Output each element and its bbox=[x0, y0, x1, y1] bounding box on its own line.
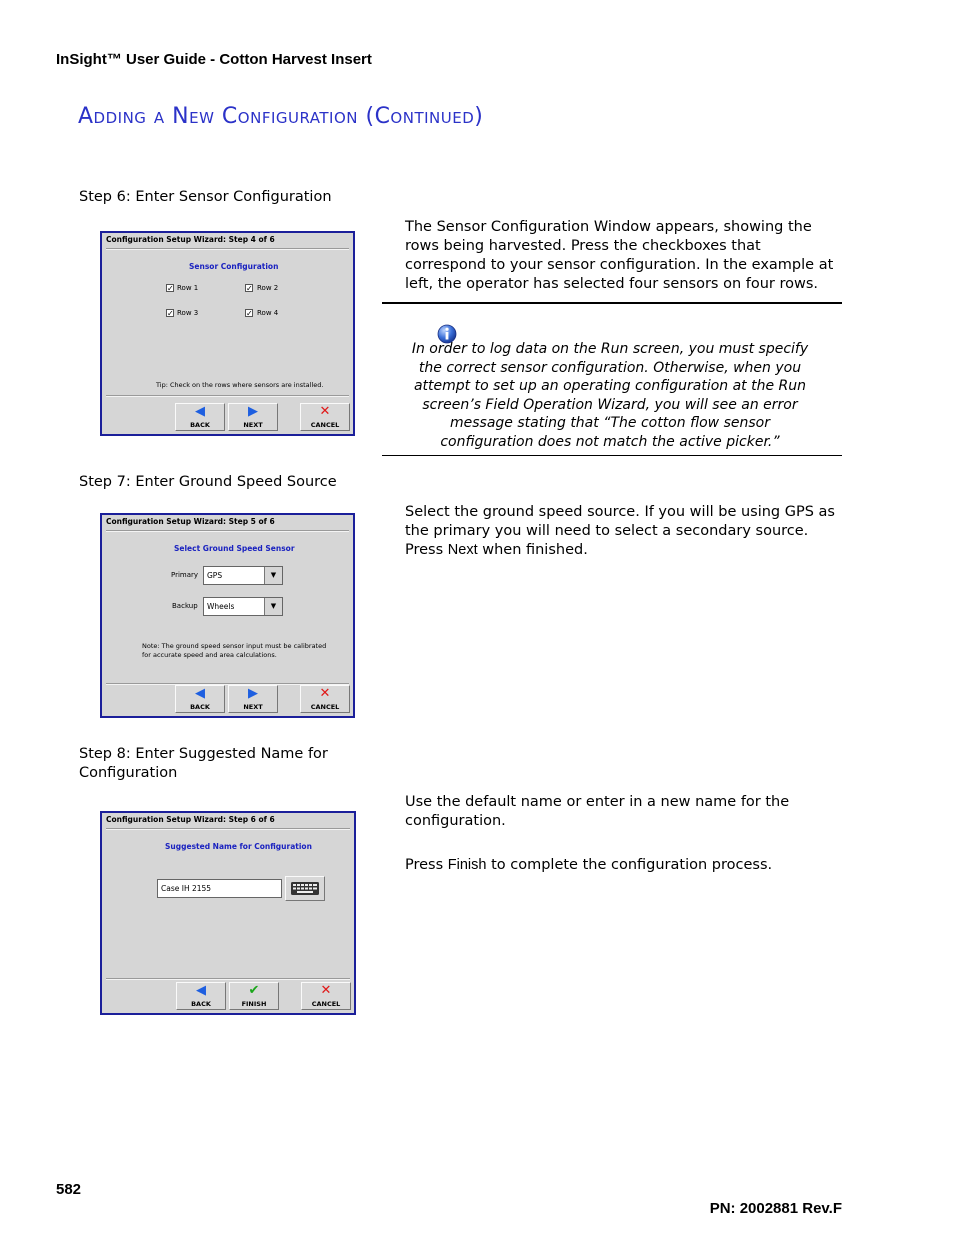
keyboard-icon bbox=[286, 877, 324, 900]
right-arrow-icon: ▶ bbox=[248, 404, 258, 419]
ground-speed-screenshot bbox=[100, 513, 355, 718]
window-title: Configuration Setup Wizard: Step 4 of 6 bbox=[106, 235, 275, 244]
note-top-rule bbox=[382, 302, 842, 304]
step6-heading: Step 6: Enter Sensor Configuration bbox=[79, 189, 332, 205]
left-arrow-icon: ◀ bbox=[195, 686, 205, 701]
next-button[interactable]: ▶ NEXT bbox=[228, 685, 278, 713]
document-header: InSight™ User Guide - Cotton Harvest Insert bbox=[56, 51, 372, 68]
backup-select[interactable]: Wheels ▼ bbox=[203, 597, 283, 616]
row3-label: Row 3 bbox=[177, 309, 199, 317]
page-title: Adding a New Configuration (Continued) bbox=[78, 104, 484, 129]
row1-checkbox[interactable]: ✓ bbox=[167, 284, 174, 293]
keyboard-button[interactable] bbox=[285, 876, 325, 901]
backup-label: Backup bbox=[172, 602, 198, 610]
right-arrow-icon: ▶ bbox=[248, 686, 258, 701]
screen-heading: Sensor Configuration bbox=[189, 262, 279, 271]
row4-label: Row 4 bbox=[257, 309, 279, 317]
row4-checkbox[interactable]: ✓ bbox=[246, 309, 253, 318]
part-number: PN: 2002881 Rev.F bbox=[709, 1200, 842, 1217]
left-arrow-icon: ◀ bbox=[196, 983, 206, 998]
back-button[interactable]: ◀ BACK bbox=[175, 403, 225, 431]
button-divider bbox=[106, 978, 350, 980]
cancel-button[interactable]: ✕ CANCEL bbox=[300, 685, 350, 713]
red-x-icon: ✕ bbox=[320, 983, 332, 998]
back-button[interactable]: ◀ BACK bbox=[175, 685, 225, 713]
next-emphasis: Next bbox=[447, 542, 478, 558]
title-divider bbox=[106, 248, 349, 250]
note-bottom-rule bbox=[382, 455, 842, 456]
finish-button[interactable]: ✔ FINISH bbox=[229, 982, 279, 1010]
primary-select[interactable]: GPS ▼ bbox=[203, 566, 283, 585]
title-divider bbox=[106, 530, 349, 532]
red-x-icon: ✕ bbox=[319, 686, 331, 701]
cancel-button[interactable]: ✕ CANCEL bbox=[301, 982, 351, 1010]
tip-text: Tip: Check on the rows where sensors are installed. bbox=[156, 381, 324, 389]
row2-label: Row 2 bbox=[257, 284, 279, 292]
step6-note: In order to log data on the Run screen, you must specify the correct sensor configuration. Otherwise, when you attempt to set up an operating configuration at the Run screen’s Field Operation Wizard, you will see an error message stating that “The cotton flow sensor configuration does not match the active picker.” bbox=[411, 341, 809, 450]
green-check-icon: ✔ bbox=[248, 983, 260, 998]
row3-checkbox[interactable]: ✓ bbox=[167, 309, 174, 318]
red-x-icon: ✕ bbox=[319, 404, 331, 419]
step8-description: Use the default name or enter in a new name for the configuration. bbox=[405, 794, 790, 829]
chevron-down-icon[interactable]: ▼ bbox=[264, 567, 282, 584]
cancel-button[interactable]: ✕ CANCEL bbox=[300, 403, 350, 431]
left-arrow-icon: ◀ bbox=[195, 404, 205, 419]
next-button[interactable]: ▶ NEXT bbox=[228, 403, 278, 431]
step6-description: The Sensor Configuration Window appears, showing the rows being harvested. Press the checkboxes that correspond to your sensor configuration. In the example at left, the operator has selected four sensors on four rows. bbox=[405, 219, 834, 292]
finish-emphasis: Finish bbox=[447, 857, 487, 873]
row2-checkbox[interactable]: ✓ bbox=[246, 284, 253, 293]
step7-description: Select the ground speed source. If you will be using GPS as the primary you will need to select a secondary source. Press Next when finished. bbox=[405, 504, 835, 558]
note-line2: for accurate speed and area calculations. bbox=[142, 651, 277, 659]
sensor-config-screenshot bbox=[100, 231, 355, 436]
back-button[interactable]: ◀ BACK bbox=[176, 982, 226, 1010]
primary-label: Primary bbox=[171, 571, 199, 579]
title-divider bbox=[106, 828, 350, 830]
window-title: Configuration Setup Wizard: Step 5 of 6 bbox=[106, 517, 275, 526]
step8-heading: Step 8: Enter Suggested Name for Configuration bbox=[79, 746, 328, 781]
button-divider bbox=[106, 395, 349, 397]
chevron-down-icon[interactable]: ▼ bbox=[264, 598, 282, 615]
config-name-screenshot bbox=[100, 811, 356, 1015]
config-name-input[interactable]: Case IH 2155 bbox=[157, 879, 282, 898]
window-title: Configuration Setup Wizard: Step 6 of 6 bbox=[106, 815, 275, 824]
row1-label: Row 1 bbox=[177, 284, 199, 292]
step8-finish-instruction: Press Finish to complete the configuration process. bbox=[405, 857, 773, 873]
page-number: 582 bbox=[56, 1181, 82, 1198]
note-line1: Note: The ground speed sensor input must be calibrated bbox=[142, 642, 327, 650]
screen-heading: Select Ground Speed Sensor bbox=[174, 544, 295, 553]
step7-heading: Step 7: Enter Ground Speed Source bbox=[79, 474, 337, 490]
screen-heading: Suggested Name for Configuration bbox=[165, 842, 312, 851]
